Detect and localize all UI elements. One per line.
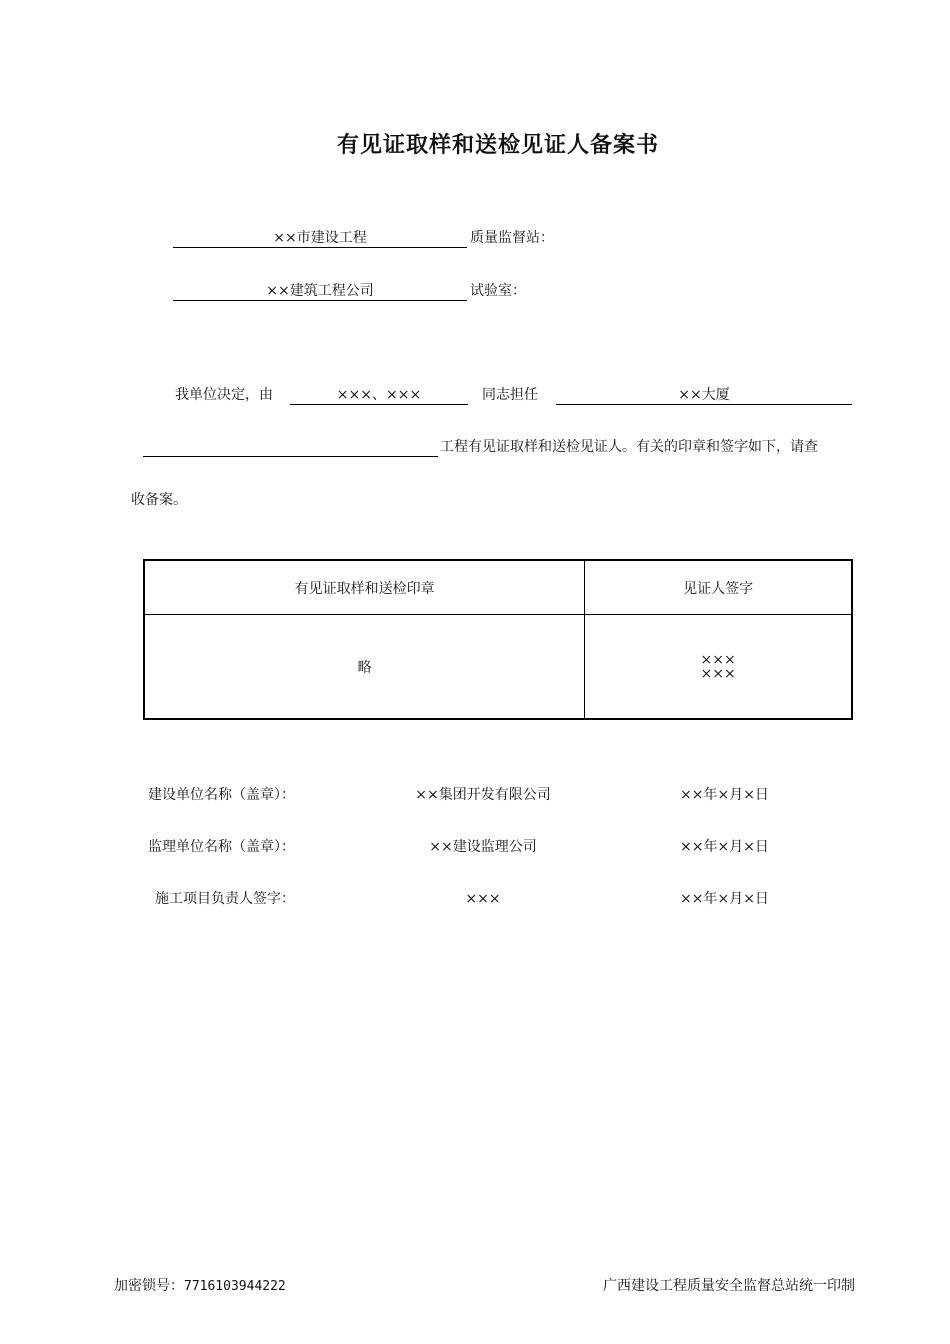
addressee-2-field: ××建筑工程公司 — [173, 282, 467, 301]
seal-cell: 略 — [144, 615, 585, 720]
sign-row-2-value: ××建设监理公司 — [429, 839, 537, 855]
header-signature: 见证人签字 — [585, 560, 852, 615]
statement-line2-blank — [143, 438, 438, 457]
sign-row-1-label: 建设单位名称（盖章）： — [148, 787, 295, 803]
sign-row-3-date: ××年×月×日 — [680, 891, 769, 907]
statement-project-field: ××大厦 — [556, 386, 852, 405]
statement-role: 同志担任 — [482, 387, 538, 403]
sign-row-1-value: ××集团开发有限公司 — [415, 787, 551, 803]
document-title: 有见证取样和送检见证人备案书 — [336, 133, 659, 158]
addressee-1-suffix: 质量监督站： — [470, 230, 554, 246]
signature-line-2: ××× — [700, 665, 736, 682]
statement-line3-text: 收备案。 — [131, 492, 187, 508]
sign-row-3-label: 施工项目负责人签字： — [155, 891, 295, 907]
header-seal: 有见证取样和送检印章 — [144, 560, 585, 615]
statement-intro: 我单位决定，由 — [175, 387, 273, 403]
statement-persons-field: ×××、××× — [290, 386, 468, 405]
lock-number-label: 加密锁号： — [114, 1278, 184, 1294]
sign-row-3-value: ××× — [465, 891, 501, 907]
sign-row-2-label: 监理单位名称（盖章）： — [148, 839, 295, 855]
addressee-2-suffix: 试验室： — [470, 283, 526, 299]
statement-line2-text: 工程有见证取样和送检见证人。有关的印章和签字如下，请查 — [440, 439, 818, 455]
sign-row-1-date: ××年×月×日 — [680, 787, 769, 803]
table-row — [144, 615, 852, 720]
printer-note: 广西建设工程质量安全监督总站统一印制 — [603, 1278, 855, 1294]
sign-row-2-date: ××年×月×日 — [680, 839, 769, 855]
signature-line-1: ××× — [700, 651, 736, 668]
signature-cell — [585, 615, 852, 720]
addressee-1-field: ××市建设工程 — [173, 229, 467, 248]
table-header-row — [144, 560, 852, 615]
lock-number-value: 7716103944222 — [184, 1279, 286, 1294]
lock-number — [114, 1275, 286, 1295]
seal-signature-table — [143, 559, 853, 720]
